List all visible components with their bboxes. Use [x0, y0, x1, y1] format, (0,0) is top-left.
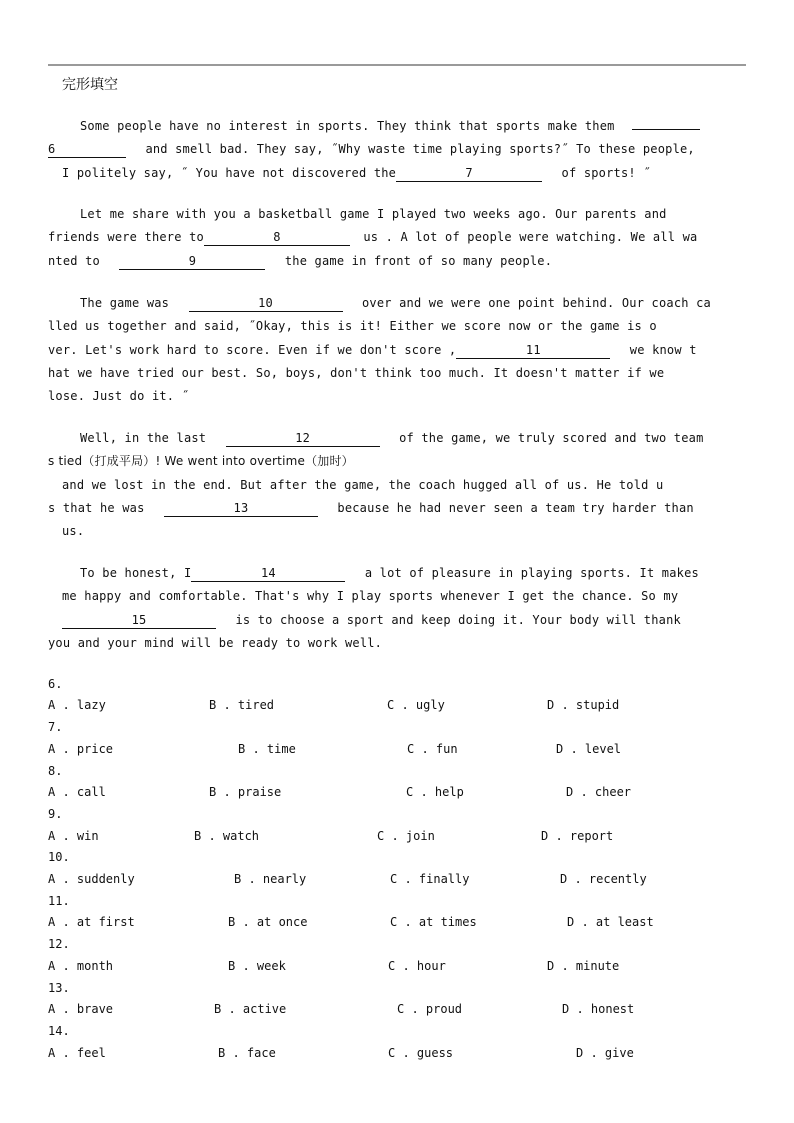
- text: and smell bad. They say, ˝Why waste time playing sports?˝ To these people,: [145, 142, 695, 157]
- question-number: 12.: [48, 937, 70, 951]
- option-b[interactable]: B . tired: [209, 698, 275, 712]
- blank-7: 7: [396, 166, 542, 182]
- question-number: 8.: [48, 764, 63, 778]
- blank-14: 14: [191, 566, 345, 582]
- text: lose. Just do it. ˝: [48, 389, 190, 404]
- text: over and we were one point behind. Our coach ca: [361, 296, 711, 310]
- paragraph-3: [48, 292, 746, 408]
- option-row: [48, 742, 746, 758]
- option-row: [48, 1002, 746, 1018]
- option-a[interactable]: A . at first: [48, 915, 135, 929]
- text: ver. Let's work hard to score. Even if we don't score ,: [48, 342, 457, 357]
- option-row: [48, 785, 746, 801]
- top-rule: [48, 64, 746, 66]
- text: me happy and comfortable. That's why I play sports whenever I get the chance. So my: [62, 589, 679, 604]
- question-number: 6.: [48, 677, 63, 691]
- blank-9: 9: [119, 254, 265, 270]
- option-b[interactable]: B . nearly: [234, 872, 307, 886]
- text: of sports! ˝: [561, 165, 651, 180]
- blank-10: 10: [189, 296, 343, 312]
- option-row: [48, 959, 746, 975]
- option-c[interactable]: C . guess: [388, 1046, 454, 1060]
- option-b[interactable]: B . watch: [194, 829, 260, 843]
- text: Let me share with you a basketball game I played two weeks ago. Our parents and: [80, 207, 667, 221]
- paragraph-5: [48, 562, 746, 655]
- option-c[interactable]: C . fun: [407, 742, 458, 756]
- option-d[interactable]: D . cheer: [566, 785, 632, 799]
- paragraph-1: [48, 115, 746, 185]
- question-number: 9.: [48, 807, 63, 821]
- blank-6: 6: [48, 142, 126, 158]
- option-a[interactable]: A . brave: [48, 1002, 114, 1016]
- text: s tied（打成平局）! We went into overtime（加时）: [48, 454, 354, 469]
- option-c[interactable]: C . at times: [390, 915, 477, 929]
- text: us . A lot of people were watching. We all wa: [363, 230, 698, 245]
- option-d[interactable]: D . honest: [562, 1002, 635, 1016]
- blank-13: 13: [164, 501, 318, 517]
- text: hat we have tried our best. So, boys, don't think too much. It doesn't matter if we: [48, 365, 665, 380]
- blank-15: 15: [62, 613, 216, 629]
- text: and we lost in the end. But after the game, the coach hugged all of us. He told u: [62, 477, 664, 492]
- paragraph-4: [48, 427, 746, 543]
- question-number: 7.: [48, 720, 63, 734]
- text: The game was: [80, 296, 170, 310]
- text: you and your mind will be ready to work well.: [48, 635, 383, 650]
- option-a[interactable]: A . price: [48, 742, 114, 756]
- text: us.: [62, 524, 85, 539]
- text: friends were there to: [48, 230, 204, 245]
- page-title: 完形填空: [62, 77, 118, 93]
- text: of the game, we truly scored and two team: [399, 431, 704, 445]
- text: because he had never seen a team try harder than: [337, 500, 694, 515]
- option-a[interactable]: A . call: [48, 785, 106, 799]
- option-b[interactable]: B . face: [218, 1046, 276, 1060]
- blank-8: 8: [204, 230, 350, 246]
- question-number: 13.: [48, 981, 70, 995]
- option-b[interactable]: B . active: [214, 1002, 287, 1016]
- question-number: 10.: [48, 850, 70, 864]
- text: lled us together and said, ˝Okay, this is it! Either we score now or the game is o: [48, 319, 657, 334]
- option-b[interactable]: B . praise: [209, 785, 282, 799]
- text: is to choose a sport and keep doing it. Your body will thank: [235, 612, 681, 627]
- option-a[interactable]: A . suddenly: [48, 872, 135, 886]
- option-b[interactable]: B . week: [228, 959, 286, 973]
- text: To be honest, I: [80, 566, 192, 580]
- option-row: [48, 698, 746, 714]
- text: Some people have no interest in sports. They think that sports make them: [80, 119, 615, 133]
- option-c[interactable]: C . proud: [397, 1002, 463, 1016]
- option-d[interactable]: D . minute: [547, 959, 620, 973]
- blank-6-start: [632, 129, 700, 130]
- text: the game in front of so many people.: [284, 253, 553, 268]
- option-d[interactable]: D . at least: [567, 915, 654, 929]
- option-row: [48, 872, 746, 888]
- option-c[interactable]: C . help: [406, 785, 464, 799]
- blank-12: 12: [226, 431, 380, 447]
- text: nted to: [48, 253, 100, 268]
- paragraph-2: [48, 203, 746, 273]
- option-b[interactable]: B . time: [238, 742, 296, 756]
- text: I politely say, ˝ You have not discovered the: [62, 165, 397, 180]
- option-c[interactable]: C . finally: [390, 872, 470, 886]
- option-d[interactable]: D . level: [556, 742, 622, 756]
- option-b[interactable]: B . at once: [228, 915, 308, 929]
- text: Well, in the last: [80, 431, 207, 445]
- option-d[interactable]: D . give: [576, 1046, 634, 1060]
- option-row: [48, 1046, 746, 1062]
- text: we know t: [629, 342, 697, 357]
- option-row: [48, 829, 746, 845]
- text: a lot of pleasure in playing sports. It makes: [364, 566, 699, 580]
- option-d[interactable]: D . report: [541, 829, 614, 843]
- option-c[interactable]: C . join: [377, 829, 435, 843]
- option-c[interactable]: C . ugly: [387, 698, 445, 712]
- option-c[interactable]: C . hour: [388, 959, 446, 973]
- option-a[interactable]: A . feel: [48, 1046, 106, 1060]
- option-row: [48, 915, 746, 931]
- question-number: 14.: [48, 1024, 70, 1038]
- option-a[interactable]: A . month: [48, 959, 114, 973]
- option-d[interactable]: D . stupid: [547, 698, 620, 712]
- option-a[interactable]: A . win: [48, 829, 99, 843]
- text: s that he was: [48, 500, 145, 515]
- blank-11: 11: [456, 343, 610, 359]
- option-d[interactable]: D . recently: [560, 872, 647, 886]
- question-number: 11.: [48, 894, 70, 908]
- option-a[interactable]: A . lazy: [48, 698, 106, 712]
